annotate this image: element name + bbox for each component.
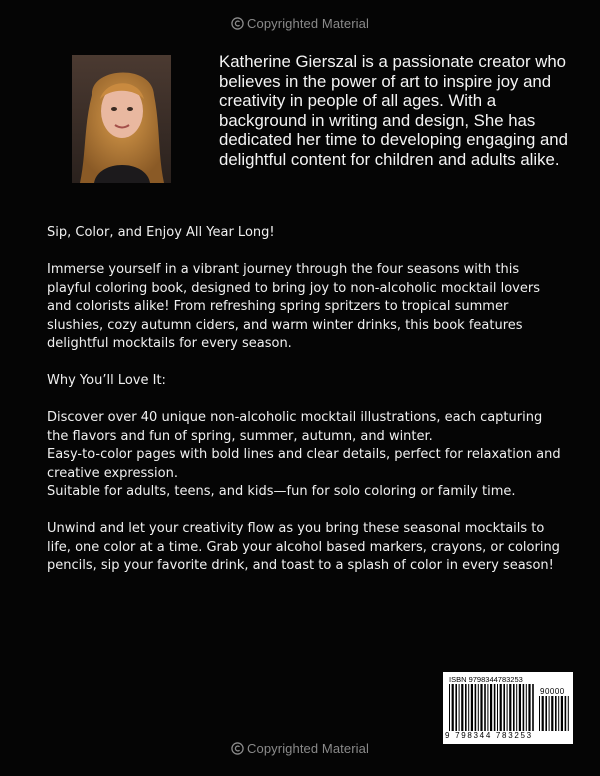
intro-paragraph: Immerse yourself in a vibrant journey through the four seasons with this playful coloring book, designed to bring joy to non-alcoholic mocktail lovers and colorists alike! From refreshing spring spritzers to tropical summer slushies, cozy autumn ciders, and warm winter drinks, this book features delightful mocktails for every season. [47, 262, 540, 351]
watermark-text: Copyrighted Material [247, 741, 369, 756]
isbn-barcode [443, 672, 573, 744]
copyright-icon [231, 742, 244, 755]
addon-barcode-bars [539, 696, 569, 731]
feature-point: Suitable for adults, teens, and kids—fun for solo coloring or family time. [47, 484, 516, 499]
book-description [47, 224, 562, 576]
author-bio: Katherine Gierszal is a passionate creator who believes in the power of art to inspire joy and creativity in people of all ages. With a background in writing and design, She has dedicated her time to developing engaging and delightful content for children and adults alike. [219, 52, 568, 169]
watermark-text: Copyrighted Material [247, 16, 369, 31]
copyright-watermark-top [0, 16, 600, 31]
why-heading: Why You’ll Love It: [47, 373, 166, 388]
feature-point: Discover over 40 unique non-alcoholic mocktail illustrations, each capturing the flavors and fun of spring, summer, autumn, and winter. [47, 410, 543, 444]
tagline: Sip, Color, and Enjoy All Year Long! [47, 225, 275, 240]
price-code: 90000 [540, 687, 565, 696]
closing-paragraph: Unwind and let your creativity flow as you bring these seasonal mocktails to life, one color at a time. Grab your alcohol based markers, crayons, or coloring pencils, sip your favorite drink, and toast to a splash of color in every season! [47, 521, 560, 573]
copyright-icon [231, 17, 244, 30]
isbn-label: ISBN 9798344783253 [449, 675, 523, 684]
feature-point: Easy-to-color pages with bold lines and clear details, perfect for relaxation and creative expression. [47, 447, 561, 481]
isbn-digits: 9 798344 783253 [445, 731, 533, 740]
copyright-watermark-bottom [0, 741, 600, 756]
barcode-bars [449, 684, 535, 731]
author-photo [72, 55, 171, 183]
